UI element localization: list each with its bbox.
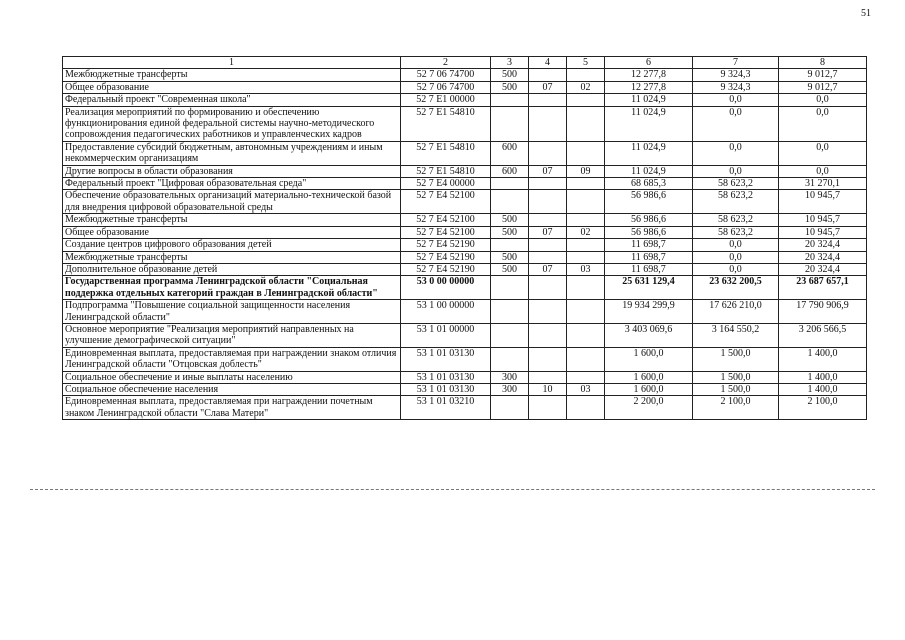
row-rz: 07 — [529, 226, 567, 238]
row-name: Социальное обеспечение и иные выплаты населению — [63, 371, 401, 383]
row-code: 52 7 06 74700 — [401, 69, 491, 81]
row-name: Подпрограмма "Повышение социальной защищенности населения Ленинградской области" — [63, 300, 401, 324]
row-name: Другие вопросы в области образования — [63, 165, 401, 177]
row-value-8: 9 012,7 — [779, 81, 867, 93]
row-value-8: 0,0 — [779, 165, 867, 177]
row-name: Общее образование — [63, 226, 401, 238]
row-vr: 600 — [491, 141, 529, 165]
row-value-6: 19 934 299,9 — [605, 300, 693, 324]
row-rz — [529, 251, 567, 263]
row-rz — [529, 106, 567, 141]
row-pr — [567, 323, 605, 347]
row-value-7: 0,0 — [693, 94, 779, 106]
row-value-6: 25 631 129,4 — [605, 276, 693, 300]
row-value-8: 0,0 — [779, 141, 867, 165]
row-value-7: 0,0 — [693, 165, 779, 177]
row-code: 53 1 01 00000 — [401, 323, 491, 347]
row-name: Федеральный проект "Современная школа" — [63, 94, 401, 106]
row-code: 52 7 E1 00000 — [401, 94, 491, 106]
row-vr: 500 — [491, 81, 529, 93]
row-vr: 600 — [491, 165, 529, 177]
row-pr — [567, 396, 605, 420]
row-name: Основное мероприятие "Реализация мероприятий направленных на улучшение демографической ситуации" — [63, 323, 401, 347]
row-value-8: 10 945,7 — [779, 214, 867, 226]
table-row — [63, 251, 867, 263]
row-rz — [529, 371, 567, 383]
row-vr — [491, 300, 529, 324]
row-value-7: 0,0 — [693, 263, 779, 275]
row-value-7: 0,0 — [693, 251, 779, 263]
row-value-7: 1 500,0 — [693, 347, 779, 371]
row-code: 53 1 01 03130 — [401, 383, 491, 395]
table-row — [63, 141, 867, 165]
row-vr — [491, 190, 529, 214]
row-rz — [529, 276, 567, 300]
row-value-8: 1 400,0 — [779, 347, 867, 371]
row-pr — [567, 276, 605, 300]
header-col-4: 4 — [529, 57, 567, 69]
row-pr — [567, 178, 605, 190]
row-value-6: 11 698,7 — [605, 263, 693, 275]
row-name: Межбюджетные трансферты — [63, 251, 401, 263]
row-value-6: 11 024,9 — [605, 94, 693, 106]
row-code: 52 7 E4 52100 — [401, 190, 491, 214]
row-vr — [491, 239, 529, 251]
row-pr: 09 — [567, 165, 605, 177]
row-code: 52 7 E1 54810 — [401, 141, 491, 165]
row-rz — [529, 69, 567, 81]
row-rz — [529, 300, 567, 324]
table-row — [63, 69, 867, 81]
row-pr: 03 — [567, 263, 605, 275]
row-pr — [567, 141, 605, 165]
row-value-6: 1 600,0 — [605, 383, 693, 395]
row-code: 52 7 E4 52100 — [401, 214, 491, 226]
row-name: Общее образование — [63, 81, 401, 93]
row-pr — [567, 214, 605, 226]
row-value-6: 11 024,9 — [605, 141, 693, 165]
row-value-6: 11 698,7 — [605, 239, 693, 251]
row-code: 53 1 01 03210 — [401, 396, 491, 420]
page-number: 51 — [861, 8, 871, 19]
row-value-8: 23 687 657,1 — [779, 276, 867, 300]
row-pr — [567, 190, 605, 214]
table-row — [63, 239, 867, 251]
row-value-6: 12 277,8 — [605, 69, 693, 81]
row-pr — [567, 371, 605, 383]
row-pr — [567, 239, 605, 251]
budget-table — [62, 56, 867, 420]
row-value-6: 1 600,0 — [605, 347, 693, 371]
row-value-6: 11 024,9 — [605, 165, 693, 177]
table-row — [63, 323, 867, 347]
row-value-7: 58 623,2 — [693, 190, 779, 214]
header-col-5: 5 — [567, 57, 605, 69]
row-value-7: 23 632 200,5 — [693, 276, 779, 300]
row-pr: 03 — [567, 383, 605, 395]
row-vr: 500 — [491, 263, 529, 275]
row-name: Обеспечение образовательных организаций материально-технической базой для внедрения цифровой образовательной среды — [63, 190, 401, 214]
row-vr: 500 — [491, 69, 529, 81]
header-col-1: 1 — [63, 57, 401, 69]
row-vr: 500 — [491, 214, 529, 226]
row-pr — [567, 251, 605, 263]
row-code: 53 1 00 00000 — [401, 300, 491, 324]
row-rz — [529, 178, 567, 190]
row-value-8: 9 012,7 — [779, 69, 867, 81]
row-vr — [491, 106, 529, 141]
table-row — [63, 178, 867, 190]
row-rz: 10 — [529, 383, 567, 395]
row-rz — [529, 190, 567, 214]
row-value-8: 20 324,4 — [779, 239, 867, 251]
row-value-7: 58 623,2 — [693, 226, 779, 238]
row-value-7: 17 626 210,0 — [693, 300, 779, 324]
row-rz — [529, 141, 567, 165]
row-code: 52 7 E4 52100 — [401, 226, 491, 238]
row-value-6: 3 403 069,6 — [605, 323, 693, 347]
header-col-2: 2 — [401, 57, 491, 69]
row-value-8: 2 100,0 — [779, 396, 867, 420]
row-name: Реализация мероприятий по формированию и обеспечению функционирования единой федеральной системы научно-методического сопровождения педагогических работников и управленческих кадров — [63, 106, 401, 141]
row-value-8: 17 790 906,9 — [779, 300, 867, 324]
row-pr — [567, 69, 605, 81]
row-rz — [529, 347, 567, 371]
row-name: Федеральный проект "Цифровая образовательная среда" — [63, 178, 401, 190]
row-vr: 500 — [491, 251, 529, 263]
row-rz: 07 — [529, 263, 567, 275]
row-code: 53 1 01 03130 — [401, 371, 491, 383]
table-row — [63, 94, 867, 106]
header-row — [63, 57, 867, 69]
row-vr: 300 — [491, 371, 529, 383]
row-value-8: 20 324,4 — [779, 263, 867, 275]
row-code: 53 1 01 03130 — [401, 347, 491, 371]
row-value-7: 3 164 550,2 — [693, 323, 779, 347]
row-value-7: 0,0 — [693, 239, 779, 251]
header-col-8: 8 — [779, 57, 867, 69]
row-code: 52 7 E4 52190 — [401, 239, 491, 251]
row-vr — [491, 178, 529, 190]
table-row — [63, 214, 867, 226]
row-name: Создание центров цифрового образования детей — [63, 239, 401, 251]
row-value-8: 10 945,7 — [779, 226, 867, 238]
row-vr: 300 — [491, 383, 529, 395]
row-value-7: 1 500,0 — [693, 371, 779, 383]
row-value-7: 58 623,2 — [693, 178, 779, 190]
row-value-8: 0,0 — [779, 94, 867, 106]
row-rz: 07 — [529, 165, 567, 177]
row-name: Государственная программа Ленинградской области "Социальная поддержка отдельных категорий граждан в Ленинградской области" — [63, 276, 401, 300]
row-value-6: 11 698,7 — [605, 251, 693, 263]
row-name: Дополнительное образование детей — [63, 263, 401, 275]
header-col-7: 7 — [693, 57, 779, 69]
row-value-7: 9 324,3 — [693, 69, 779, 81]
row-name: Предоставление субсидий бюджетным, автономным учреждениям и иным некоммерческим организациям — [63, 141, 401, 165]
row-pr — [567, 106, 605, 141]
row-rz — [529, 239, 567, 251]
row-code: 52 7 06 74700 — [401, 81, 491, 93]
row-value-8: 1 400,0 — [779, 371, 867, 383]
table-row — [63, 165, 867, 177]
row-vr — [491, 396, 529, 420]
row-name: Межбюджетные трансферты — [63, 69, 401, 81]
row-value-7: 58 623,2 — [693, 214, 779, 226]
row-value-8: 31 270,1 — [779, 178, 867, 190]
row-vr — [491, 347, 529, 371]
row-value-6: 56 986,6 — [605, 190, 693, 214]
row-vr — [491, 323, 529, 347]
row-pr: 02 — [567, 226, 605, 238]
row-code: 52 7 E1 54810 — [401, 165, 491, 177]
row-value-8: 1 400,0 — [779, 383, 867, 395]
row-name: Единовременная выплата, предоставляемая при награждении почетным знаком Ленинградской области "Слава Матери" — [63, 396, 401, 420]
row-name: Социальное обеспечение населения — [63, 383, 401, 395]
row-value-8: 10 945,7 — [779, 190, 867, 214]
row-value-6: 68 685,3 — [605, 178, 693, 190]
row-vr: 500 — [491, 226, 529, 238]
row-code: 52 7 E1 54810 — [401, 106, 491, 141]
table-row — [63, 371, 867, 383]
row-value-8: 20 324,4 — [779, 251, 867, 263]
row-rz — [529, 396, 567, 420]
table-row — [63, 347, 867, 371]
row-rz: 07 — [529, 81, 567, 93]
row-code: 52 7 E4 00000 — [401, 178, 491, 190]
table-row — [63, 106, 867, 141]
row-pr — [567, 347, 605, 371]
row-value-7: 2 100,0 — [693, 396, 779, 420]
row-value-7: 1 500,0 — [693, 383, 779, 395]
row-pr: 02 — [567, 81, 605, 93]
row-pr — [567, 94, 605, 106]
row-value-7: 0,0 — [693, 141, 779, 165]
table-row — [63, 383, 867, 395]
row-rz — [529, 94, 567, 106]
table-row — [63, 190, 867, 214]
row-value-7: 0,0 — [693, 106, 779, 141]
table-row — [63, 226, 867, 238]
scan-fold-line — [30, 489, 875, 490]
row-value-6: 56 986,6 — [605, 214, 693, 226]
row-value-6: 11 024,9 — [605, 106, 693, 141]
row-value-6: 56 986,6 — [605, 226, 693, 238]
header-col-6: 6 — [605, 57, 693, 69]
row-rz — [529, 323, 567, 347]
row-pr — [567, 300, 605, 324]
row-value-8: 0,0 — [779, 106, 867, 141]
table-row — [63, 300, 867, 324]
row-rz — [529, 214, 567, 226]
row-code: 52 7 E4 52190 — [401, 251, 491, 263]
row-value-7: 9 324,3 — [693, 81, 779, 93]
table-row — [63, 276, 867, 300]
header-col-3: 3 — [491, 57, 529, 69]
row-code: 52 7 E4 52190 — [401, 263, 491, 275]
row-name: Единовременная выплата, предоставляемая при награждении знаком отличия Ленинградской области "Отцовская доблесть" — [63, 347, 401, 371]
table-row — [63, 81, 867, 93]
table-row — [63, 396, 867, 420]
row-code: 53 0 00 00000 — [401, 276, 491, 300]
row-value-8: 3 206 566,5 — [779, 323, 867, 347]
table-row — [63, 263, 867, 275]
row-value-6: 12 277,8 — [605, 81, 693, 93]
row-vr — [491, 94, 529, 106]
row-value-6: 2 200,0 — [605, 396, 693, 420]
row-name: Межбюджетные трансферты — [63, 214, 401, 226]
row-value-6: 1 600,0 — [605, 371, 693, 383]
row-vr — [491, 276, 529, 300]
